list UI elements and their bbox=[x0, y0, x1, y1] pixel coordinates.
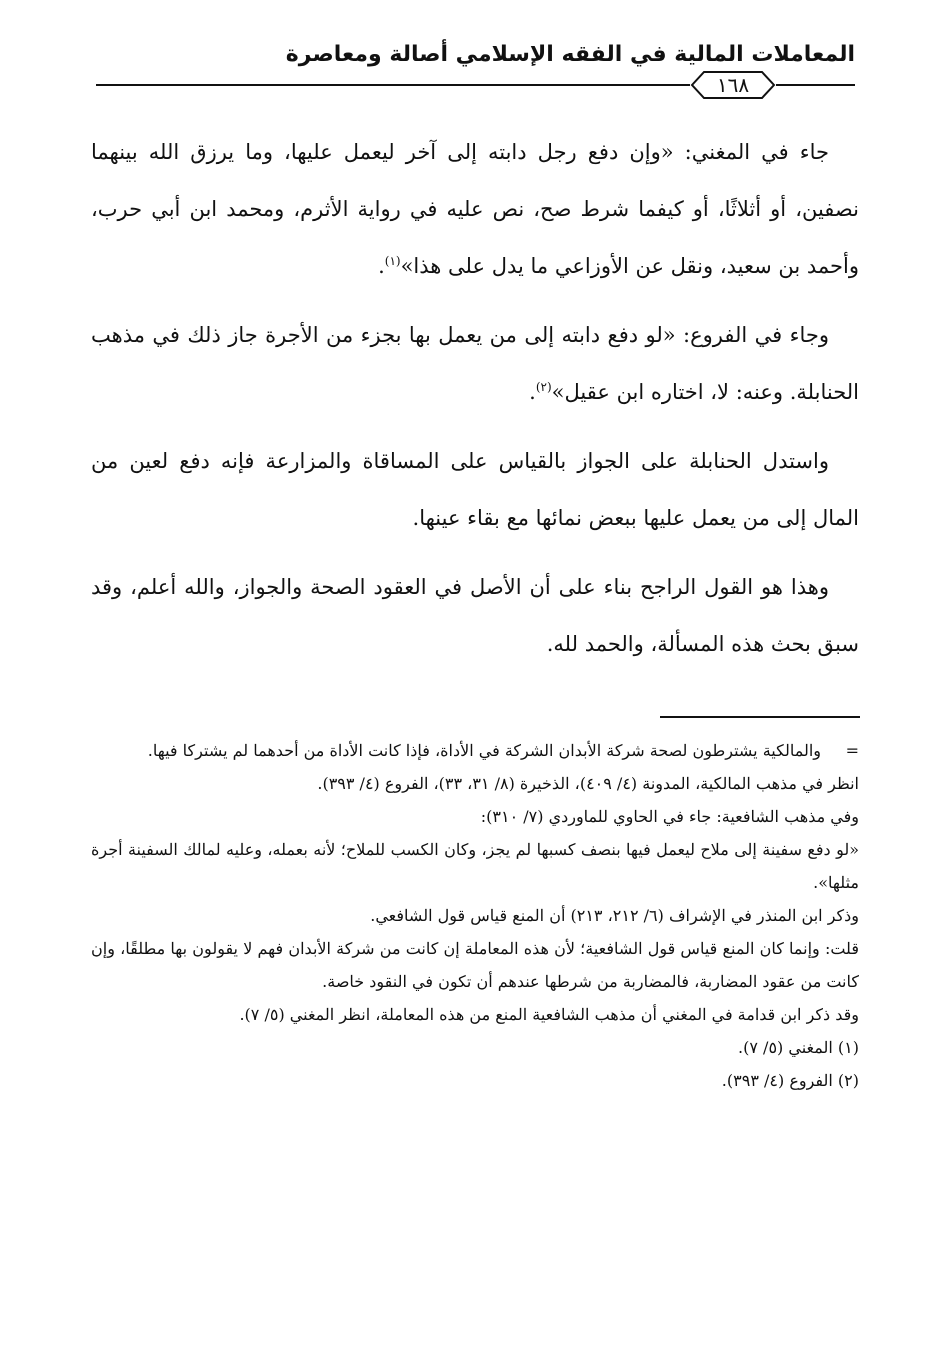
page-number-badge bbox=[690, 70, 776, 100]
main-text bbox=[91, 124, 859, 685]
footnote-line: وفي مذهب الشافعية: جاء في الحاوي للماوردي (٧/ ٣١٠): bbox=[480, 807, 859, 826]
paragraph-mughni-quote: جاء في المغني: «وإن دفع رجل دابته إلى آخر ليعمل عليها، وما يرزق الله بينهما نصفين، أو أثلاثًا، أو كيفما شرط صح، نص عليه في رواية الأثرم، ومحمد ابن أبي حرب، وأحمد بن سعيد، ونقل عن الأوزاعي ما يدل على هذا»$^{(١)}$. bbox=[91, 140, 859, 278]
footnote-line: انظر في مذهب المالكية، المدونة (٤/ ٤٠٩)، الذخيرة (٨/ ٣١، ٣٣)، الفروع (٤/ ٣٩٣). bbox=[317, 774, 859, 793]
footnote-line: «لو دفع سفينة إلى ملاح ليعمل فيها بنصف كسبها لم يجز، وكان الكسب للملاح؛ لأنه بعمله، وعليه لمالك السفينة أجرة مثلها». bbox=[91, 840, 859, 892]
footnotes bbox=[91, 734, 859, 1097]
footnote-ref-2: (٢) bbox=[535, 380, 552, 394]
page-number: ١٦٨ bbox=[716, 73, 750, 97]
paragraph-hanbali-evidence: واستدل الحنابلة على الجواز بالقياس على المساقاة والمزارعة فإنه دفع لعين من المال إلى من يعمل عليها ببعض نمائها مع بقاء عينها. bbox=[91, 449, 859, 530]
footnote-separator bbox=[660, 716, 860, 718]
footnote-ref-1: (١) bbox=[384, 254, 401, 268]
footnote-line: قلت: وإنما كان المنع قياس قول الشافعية؛ لأن هذه المعاملة إن كانت من شركة الأبدان فهم لا يقولون بها مطلقًا، وإن كانت من عقود المضاربة، فالمضاربة من شرطها عندهم أن تكون في النقود خاصة. bbox=[91, 939, 859, 991]
footnote-1: (١) المغني (٥/ ٧). bbox=[738, 1038, 859, 1057]
footnote-line: وذكر ابن المنذر في الإشراف (٦/ ٢١٢، ٢١٣) أن المنع قياس قول الشافعي. bbox=[370, 906, 859, 925]
continuation-marker: = bbox=[845, 741, 859, 760]
footnote-continuation: = والمالكية يشترطون لصحة شركة الأبدان الشركة في الأداة، فإذا كانت الأداة من أحدهما لم يشتركا فيها. bbox=[91, 734, 859, 767]
paragraph-furu-quote: وجاء في الفروع: «لو دفع دابته إلى من يعمل بها بجزء من الأجرة جاز ذلك في مذهب الحنابلة. وعنه: لا، اختاره ابن عقيل»$^{(٢)}$. bbox=[91, 323, 859, 404]
footnote-line: وقد ذكر ابن قدامة في المغني أن مذهب الشافعية المنع من هذه المعاملة، انظر المغني (٥/ ٧). bbox=[239, 1005, 859, 1024]
footnote-2: (٢) الفروع (٤/ ٣٩٣). bbox=[721, 1071, 859, 1090]
running-title: المعاملات المالية في الفقه الإسلامي أصالة ومعاصرة bbox=[285, 42, 855, 67]
paragraph-preferred-opinion: وهذا هو القول الراجح بناء على أن الأصل في العقود الصحة والجواز، والله أعلم، وقد سبق بحث هذه المسألة، والحمد لله. bbox=[91, 575, 859, 656]
